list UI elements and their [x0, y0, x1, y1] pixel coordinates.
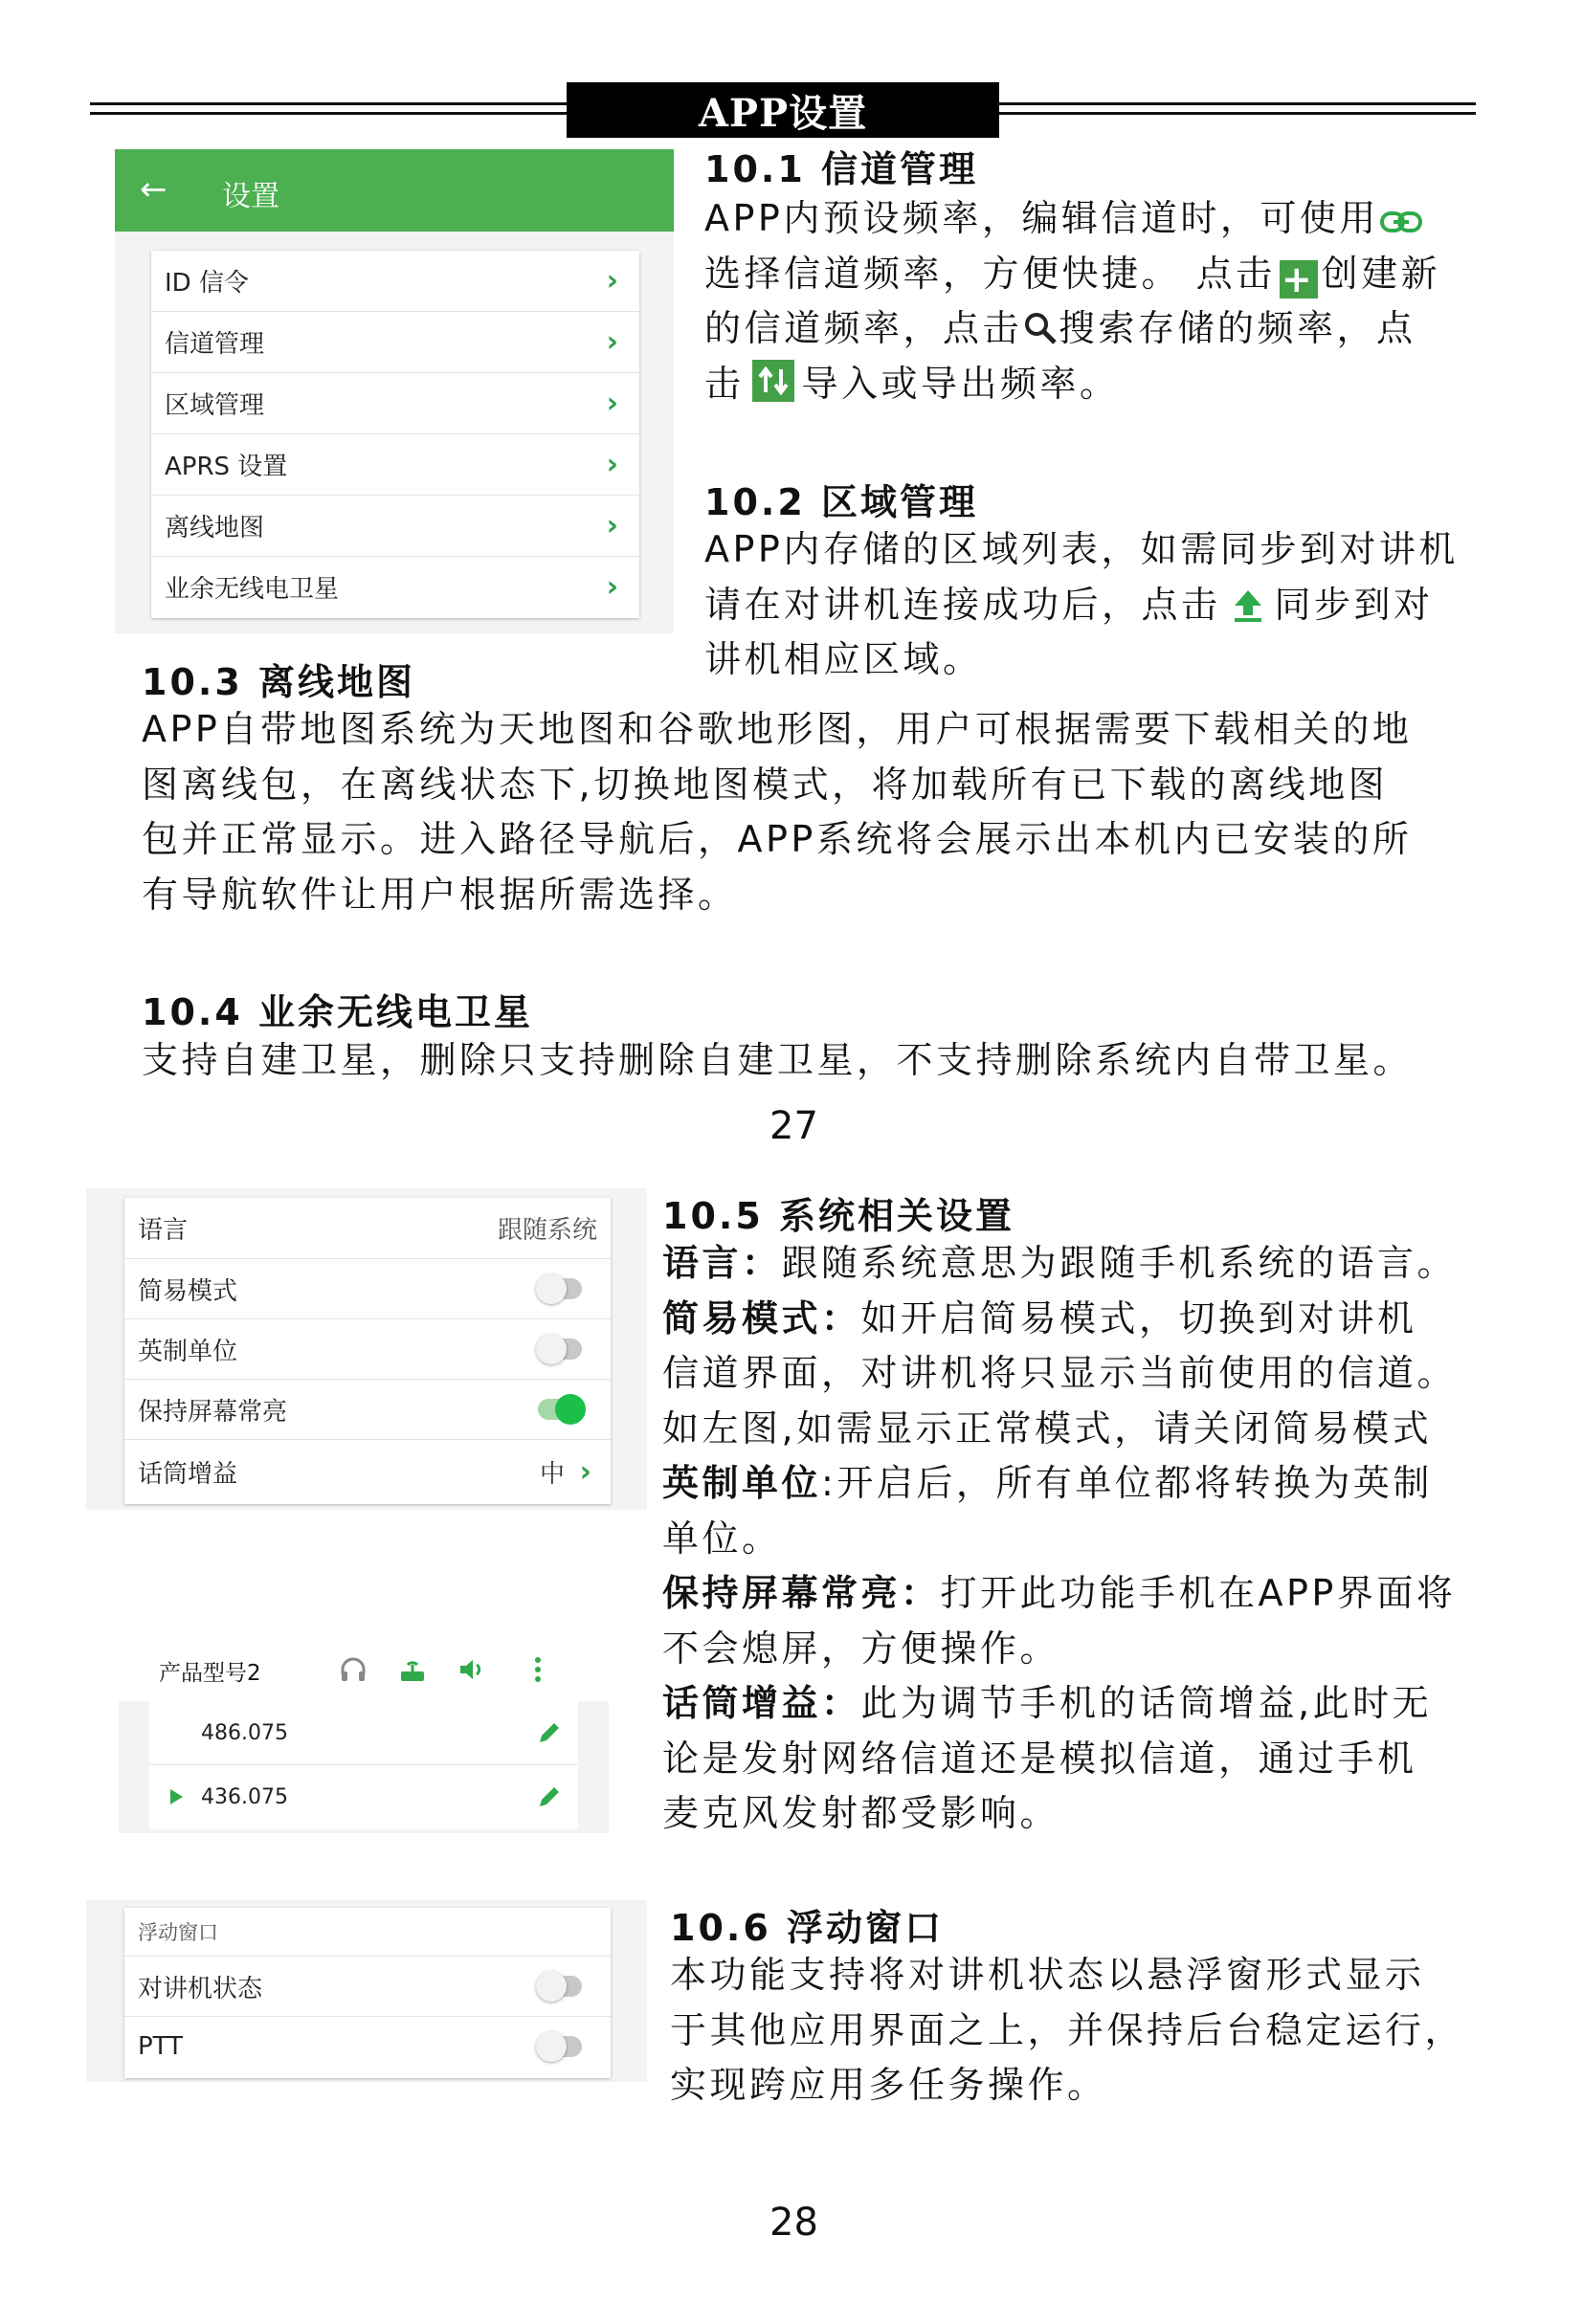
setting-row-mic-gain[interactable]	[124, 1440, 611, 1503]
link-icon	[1379, 208, 1423, 236]
settings-item-label: 离线地图	[165, 514, 265, 542]
channel-list	[149, 1701, 578, 1829]
floating-window-screenshot	[86, 1900, 647, 2082]
text-segment: 打开此功能手机在APP界面将	[940, 1572, 1457, 1614]
section-text-10-5	[662, 1236, 1457, 1842]
channel-screenshot	[119, 1638, 609, 1833]
page-number: 27	[769, 1104, 818, 1148]
setting-value: 中	[539, 1459, 565, 1489]
text-segment: 选择信道频率，方便快捷。 点击	[704, 252, 1276, 295]
section-title-10-4: 10.4 业余无线电卫星	[142, 991, 533, 1033]
headset-icon[interactable]	[339, 1655, 368, 1684]
volume-icon[interactable]	[457, 1655, 486, 1684]
keep-screen-on-toggle[interactable]	[538, 1399, 582, 1420]
settings-item-channel-management[interactable]	[151, 312, 639, 373]
settings-item-offline-map[interactable]	[151, 496, 639, 557]
settings-item-label: 信道管理	[165, 330, 265, 359]
text-line: 麦克风发射都受影响。	[662, 1792, 1060, 1834]
header-rule-left-top	[90, 102, 567, 105]
text-segment: 的信道频率，点击	[704, 307, 1023, 349]
search-icon	[1022, 310, 1059, 346]
upload-icon	[1229, 587, 1267, 623]
chevron-right-icon: ›	[606, 570, 618, 604]
settings-item-label: ID 信令	[165, 269, 249, 298]
settings-item-amateur-satellite[interactable]	[151, 557, 639, 617]
text-line: 支持自建卫星，删除只支持删除自建卫星，不支持删除系统内自带卫星。	[142, 1039, 1414, 1081]
setting-label: 简易模式	[138, 1276, 238, 1306]
text-segment: :开启后，所有单位都将转换为英制	[821, 1462, 1433, 1504]
header-rule-left-bottom	[90, 112, 567, 115]
more-vertical-icon[interactable]	[532, 1655, 544, 1684]
section-text-10-4	[142, 1033, 1413, 1089]
term: 保持屏幕常亮：	[662, 1572, 941, 1614]
chevron-right-icon: ›	[606, 325, 618, 359]
plus-icon: +	[1280, 260, 1318, 299]
setting-label: 对讲机状态	[138, 1974, 263, 2003]
channel-frequency: 486.075	[201, 1720, 288, 1745]
chevron-right-icon: ›	[606, 387, 618, 420]
chevron-right-icon: ›	[606, 509, 618, 542]
header-rule-right-top	[999, 102, 1476, 105]
imperial-units-toggle[interactable]	[538, 1339, 582, 1360]
setting-row-simple-mode	[124, 1259, 611, 1319]
settings-screenshot	[115, 149, 674, 633]
settings-title: 设置	[222, 180, 279, 213]
text-segment: 搜索存储的频率，点	[1059, 307, 1416, 349]
text-line: 信道界面，对讲机将只显示当前使用的信道。	[662, 1352, 1458, 1394]
text-line: 实现跨应用多任务操作。	[670, 2064, 1107, 2106]
section-title-10-3: 10.3 离线地图	[142, 661, 415, 703]
text-line	[662, 1676, 1457, 1732]
settings-item-label: 业余无线电卫星	[165, 575, 340, 604]
section-text-10-6	[670, 1948, 1464, 2114]
text-segment: 如开启简易模式，切换到对讲机	[860, 1296, 1417, 1339]
setting-row-imperial-units	[124, 1319, 611, 1380]
term: 话筒增益：	[662, 1682, 861, 1724]
setting-row-walkie-status	[124, 1957, 611, 2017]
term: 语言：	[662, 1242, 782, 1284]
text-line: 包并正常显示。进入路径导航后，APP系统将会展示出本机内已安装的所	[142, 818, 1413, 860]
router-icon[interactable]	[398, 1655, 427, 1684]
section-title-10-2: 10.2 区域管理	[704, 481, 978, 523]
text-segment: 创建新	[1321, 252, 1441, 295]
settings-menu-card	[151, 251, 639, 618]
text-segment: 导入或导出频率。	[801, 362, 1120, 405]
section-text-10-2	[704, 522, 1459, 688]
text-segment: 同步到对	[1274, 583, 1434, 626]
text-line	[662, 1292, 1457, 1347]
setting-label: PTT	[138, 2032, 183, 2061]
setting-label: 英制单位	[138, 1337, 238, 1366]
system-settings-screenshot	[86, 1188, 647, 1510]
text-line	[704, 578, 1459, 633]
play-icon	[168, 1788, 184, 1805]
channel-header	[119, 1638, 609, 1701]
setting-label: 话筒增益	[138, 1459, 238, 1489]
settings-item-label: 区域管理	[165, 391, 265, 420]
settings-item-id-signaling[interactable]	[151, 251, 639, 312]
term: 英制单位	[662, 1462, 822, 1504]
text-line: 于其他应用界面之上，并保持后台稳定运行，	[670, 2008, 1465, 2051]
page-header-title: APP设置	[567, 82, 999, 138]
header-rule-right-bottom	[999, 112, 1476, 115]
section-title-10-6: 10.6 浮动窗口	[670, 1907, 944, 1949]
term: 简易模式：	[662, 1296, 861, 1339]
text-line: APP自带地图系统为天地图和谷歌地形图，用户可根据需要下载相关的地	[142, 708, 1413, 750]
setting-row-language[interactable]	[124, 1198, 611, 1259]
system-settings-card	[124, 1198, 611, 1504]
setting-label: 保持屏幕常亮	[138, 1397, 288, 1427]
text-segment: APP内预设频率，编辑信道时，可使用	[704, 197, 1379, 239]
text-line: 如左图,如需显示正常模式，请关闭简易模式	[662, 1406, 1433, 1450]
channel-frequency: 436.075	[201, 1784, 288, 1809]
channel-row[interactable]	[149, 1701, 578, 1765]
text-line	[704, 247, 1440, 302]
edit-icon[interactable]	[536, 1719, 563, 1746]
device-model: 产品型号2	[159, 1661, 261, 1686]
import-export-icon	[752, 360, 794, 402]
setting-value: 跟随系统	[497, 1216, 597, 1245]
text-segment: 此为调节手机的话筒增益,此时无	[860, 1682, 1433, 1724]
text-line	[704, 357, 1440, 412]
settings-item-zone-management[interactable]	[151, 373, 639, 434]
setting-row-keep-screen-on	[124, 1380, 611, 1440]
page-number: 28	[769, 2201, 818, 2245]
chevron-right-icon: ›	[606, 264, 618, 298]
floating-section-header	[124, 1908, 611, 1957]
text-line	[662, 1236, 1457, 1292]
text-segment: 跟随系统意思为跟随手机系统的语言。	[781, 1242, 1458, 1284]
settings-item-label: APRS 设置	[165, 453, 288, 481]
text-line	[704, 191, 1440, 247]
text-line: APP内存储的区域列表，如需同步到对讲机	[704, 528, 1459, 570]
section-title-10-5: 10.5 系统相关设置	[662, 1195, 1014, 1237]
section-text-10-1	[704, 191, 1440, 411]
text-line: 单位。	[662, 1516, 782, 1560]
section-text-10-3	[142, 702, 1412, 922]
text-line: 论是发射网络信道还是模拟信道，通过手机	[662, 1737, 1417, 1780]
settings-item-aprs[interactable]	[151, 434, 639, 496]
edit-icon[interactable]	[536, 1783, 563, 1810]
text-line	[662, 1566, 1457, 1622]
text-line: 本功能支持将对讲机状态以悬浮窗形式显示	[670, 1954, 1425, 1996]
section-label: 浮动窗口	[138, 1921, 218, 1944]
text-segment: 击	[704, 362, 745, 405]
setting-row-ptt	[124, 2017, 611, 2076]
text-line	[704, 301, 1440, 357]
section-title-10-1: 10.1 信道管理	[704, 148, 978, 190]
walkie-status-toggle[interactable]	[538, 1976, 582, 1997]
chevron-right-icon: ›	[606, 448, 618, 481]
text-line: 图离线包，在离线状态下,切换地图模式，将加载所有已下载的离线地图	[142, 763, 1389, 806]
simple-mode-toggle[interactable]	[538, 1278, 582, 1299]
text-line	[662, 1456, 1457, 1512]
channel-row[interactable]	[149, 1765, 578, 1828]
floating-window-card	[124, 1908, 611, 2078]
setting-label: 语言	[138, 1216, 189, 1245]
text-segment: 请在对讲机连接成功后，点击	[704, 583, 1221, 626]
arrow-left-icon[interactable]: ←	[140, 170, 167, 209]
text-line: 有导航软件让用户根据所需选择。	[142, 873, 738, 916]
ptt-toggle[interactable]	[538, 2036, 582, 2057]
chevron-right-icon: ›	[579, 1454, 591, 1489]
text-line: 讲机相应区域。	[704, 638, 983, 680]
text-line: 不会熄屏，方便操作。	[662, 1627, 1060, 1670]
settings-app-bar	[115, 149, 674, 232]
